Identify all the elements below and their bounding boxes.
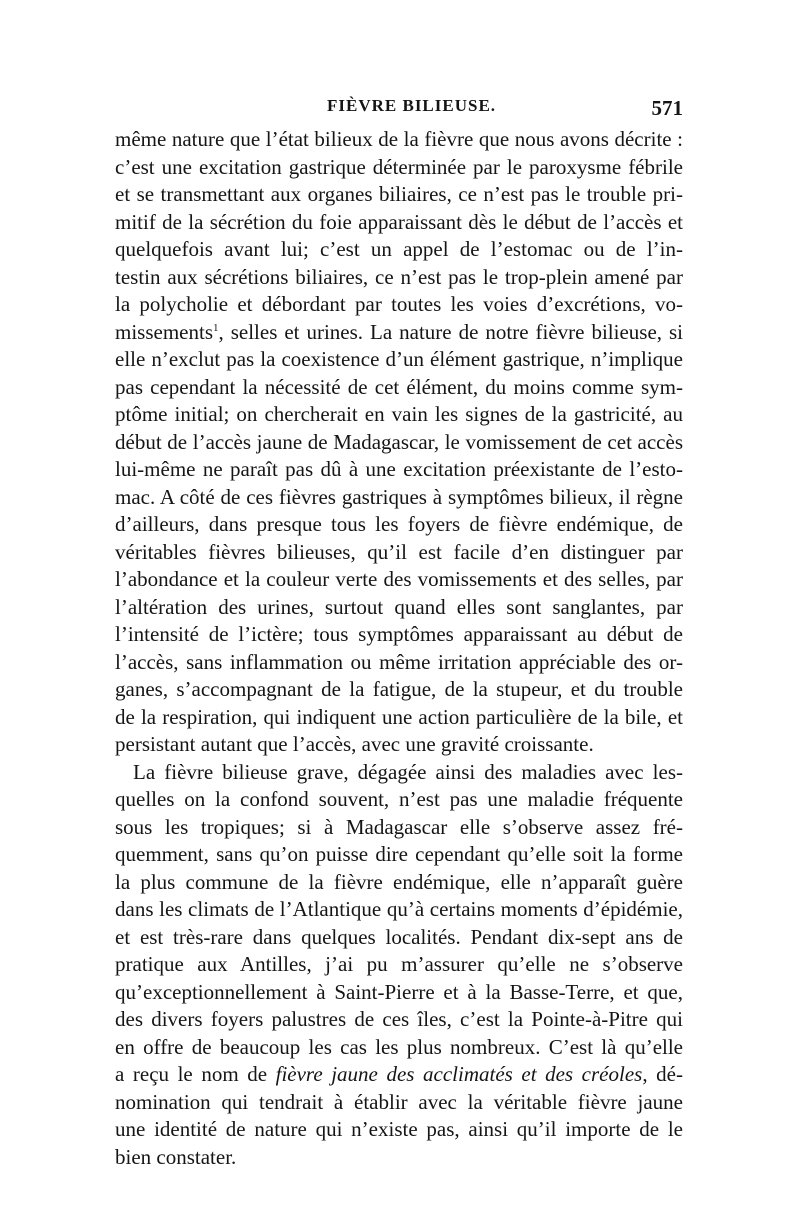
text-line: quelquefois avant lui; c’est un appel de l’estomac ou de l’in-: [115, 237, 683, 261]
text-line: La fièvre bilieuse grave, dégagée ainsi des maladies avec les-: [133, 759, 683, 784]
body-text: [115, 126, 683, 1171]
footnote-mark: 1: [213, 321, 219, 334]
italic-phrase: fièvre jaune des acclimatés et des créoles: [275, 1062, 643, 1086]
text-line: c’est une excitation gastrique déterminée par le paroxysme fébrile: [115, 154, 683, 179]
text-line: de la respiration, qui indiquent une action particulière de la bile, et: [115, 704, 683, 729]
text-line: l’abondance et la couleur verte des vomissements et des selles, par: [115, 567, 683, 591]
text-line: début de l’accès jaune de Madagascar, le vomissement de cet accès: [115, 429, 683, 454]
page-number: 571: [651, 96, 683, 120]
text-line: en offre de beaucoup les cas les plus nombreux. C’est là qu’elle: [115, 1034, 683, 1059]
text-line: et se transmettant aux organes biliaires, ce n’est pas le trouble pri-: [115, 182, 683, 206]
text-line: et est très-rare dans quelques localités. Pendant dix-sept ans de: [115, 924, 683, 949]
text-line: mac. A côté de ces fièvres gastriques à symptômes bilieux, il règne: [115, 484, 683, 509]
text-line: quemment, sans qu’on puisse dire cependant qu’elle soit la forme: [115, 842, 683, 866]
text-fragment: , selles et urines. La nature de notre fièvre bilieuse, si: [218, 319, 683, 344]
page-header: [115, 96, 683, 126]
text-line: l’intensité de l’ictère; tous symptômes apparaissant au début de: [115, 622, 683, 646]
text-line: des divers foyers palustres de ces îles, c’est la Pointe-à-Pitre qui: [115, 1007, 683, 1031]
text-line: lui-même ne paraît pas dû à une excitation préexistante de l’esto-: [115, 457, 683, 481]
text-line: qu’exceptionnellement à Saint-Pierre et à la Basse-Terre, et que,: [115, 979, 683, 1004]
text-line: persistant autant que l’accès, avec une gravité croissante.: [115, 732, 594, 756]
text-line: d’ailleurs, dans presque tous les foyers de fièvre endémique, de: [115, 512, 683, 536]
text-fragment: , dé-: [642, 1062, 683, 1086]
text-line: la polycholie et débordant par toutes les voies d’excrétions, vo-: [115, 292, 683, 316]
text-line: mitif de la sécrétion du foie apparaissant dès le début de l’accès et: [115, 209, 683, 234]
text-line: [115, 319, 683, 347]
text-line: testin aux sécrétions biliaires, ce n’est pas le trop-plein amené par: [115, 264, 683, 289]
text-line: l’altération des urines, surtout quand elles sont sanglantes, par: [115, 594, 683, 619]
text-line: pratique aux Antilles, j’ai pu m’assurer qu’elle ne s’observe: [115, 952, 683, 976]
text-line: ganes, s’accompagnant de la fatigue, de la stupeur, et du trouble: [115, 677, 683, 701]
text-line: ptôme initial; on chercherait en vain les signes de la gastricité, au: [115, 402, 683, 426]
text-line: elle n’exclut pas la coexistence d’un élément gastrique, n’implique: [115, 347, 683, 371]
text-line: [115, 1061, 683, 1089]
text-fragment: missements: [115, 319, 213, 344]
text-fragment: a reçu le nom de: [115, 1062, 276, 1086]
text-line: dans les climats de l’Atlantique qu’à certains moments d’épidémie,: [115, 897, 683, 921]
text-line: l’accès, sans inflammation ou même irritation appréciable des or-: [115, 649, 683, 674]
text-line: sous les tropiques; si à Madagascar elle s’observe assez fré-: [115, 814, 683, 839]
text-line: quelles on la confond souvent, n’est pas une maladie fréquente: [115, 787, 683, 811]
text-line: la plus commune de la fièvre endémique, elle n’apparaît guère: [115, 869, 683, 894]
text-line: pas cependant la nécessité de cet élément, du moins comme sym-: [115, 374, 683, 399]
running-title: FIÈVRE BILIEUSE.: [327, 96, 497, 115]
text-line: même nature que l’état bilieux de la fièvre que nous avons décrite :: [115, 127, 683, 151]
text-line: une identité de nature qui n’existe pas, ainsi qu’il importe de le: [115, 1117, 683, 1141]
text-line: bien constater.: [115, 1144, 237, 1169]
text-line: véritables fièvres bilieuses, qu’il est facile d’en distinguer par: [115, 539, 683, 564]
text-line: nomination qui tendrait à établir avec la véritable fièvre jaune: [115, 1089, 683, 1114]
